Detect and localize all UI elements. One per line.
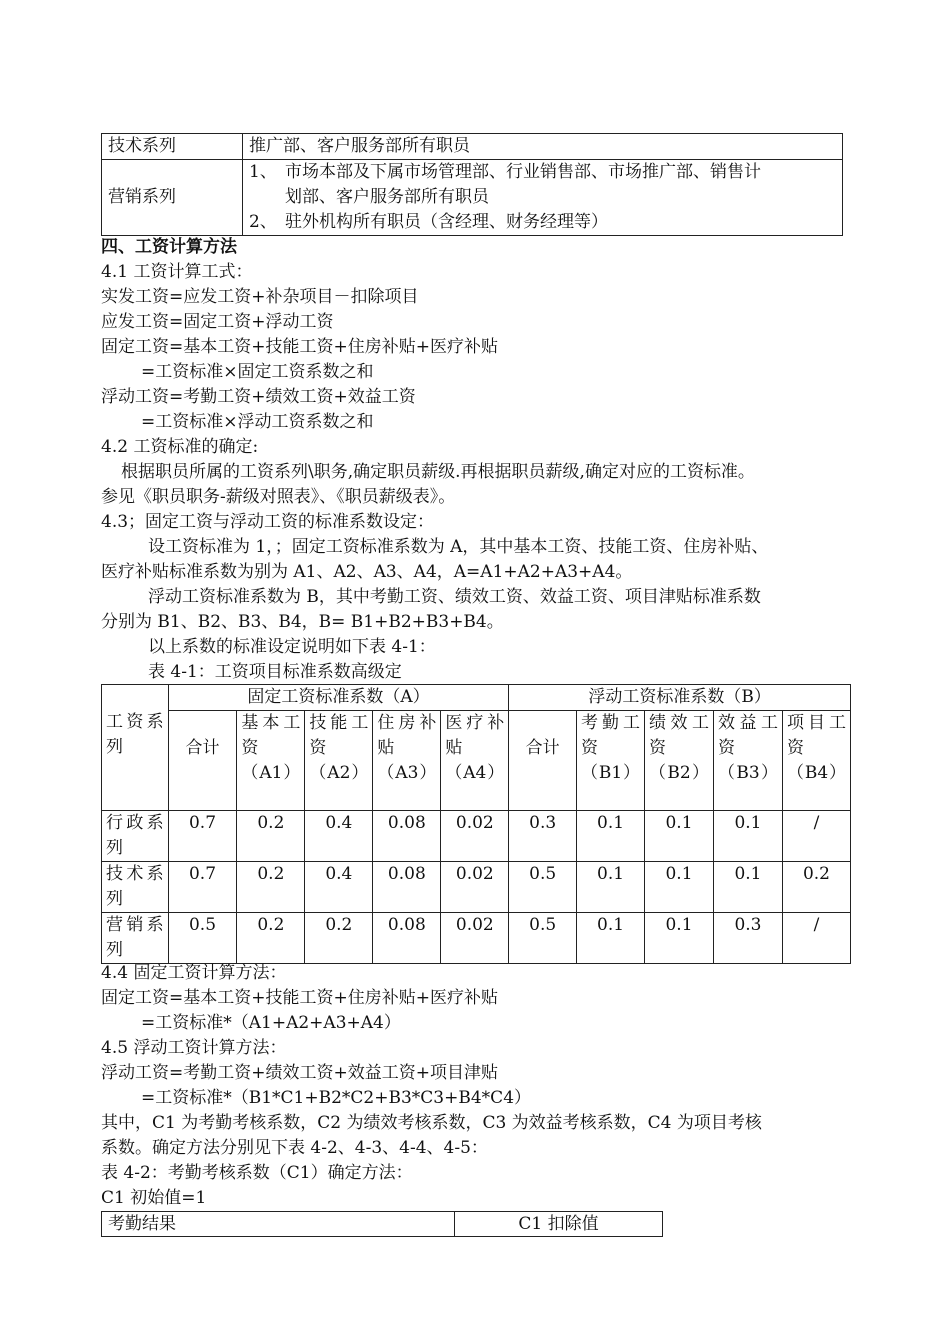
table-cell: 0.3 — [509, 811, 577, 862]
table-cell: 0.1 — [714, 862, 783, 913]
table-row — [102, 134, 843, 160]
column-header: 考勤结果 — [102, 1212, 455, 1237]
section-heading: 四、工资计算方法 — [101, 237, 237, 257]
table-cell: 0.02 — [441, 862, 509, 913]
paragraph: 医疗补贴标准系数为别为 A1、A2、A3、A4，A=A1+A2+A3+A4。 — [101, 562, 633, 582]
column-header: 基本工资（A1） — [237, 711, 305, 811]
formula-line: =工资标准×固定工资系数之和 — [141, 362, 374, 382]
table-cell: 0.08 — [373, 862, 441, 913]
table-row — [102, 811, 851, 862]
paragraph: 以上系数的标准设定说明如下表 4-1： — [148, 637, 436, 657]
series-label: 营销系列 — [102, 160, 243, 236]
list-text: 划部、客户服务部所有职员 — [285, 187, 489, 207]
column-header: C1 扣除值 — [455, 1212, 663, 1237]
table-cell: 0.2 — [237, 811, 305, 862]
formula-line: 固定工资=基本工资+技能工资+住房补贴+医疗补贴 — [101, 337, 498, 357]
table-row — [102, 862, 851, 913]
column-header: 医疗补贴（A4） — [441, 711, 509, 811]
subsection-title: 4.2 工资标准的确定: — [101, 437, 259, 457]
table-cell: 0.4 — [305, 862, 373, 913]
column-header: 合计 — [168, 711, 237, 811]
attendance-table — [101, 1211, 663, 1237]
table-header-row — [102, 1212, 663, 1237]
table-cell: 0.4 — [305, 811, 373, 862]
column-header: 考勤工资（B1） — [577, 711, 645, 811]
subsection-title: 4.1 工资计算工式： — [101, 262, 253, 282]
formula-line: 浮动工资=考勤工资+绩效工资+效益工资 — [101, 387, 416, 407]
formula-line: 应发工资=固定工资+浮动工资 — [101, 312, 334, 332]
column-header: 效益工资（B3） — [714, 711, 783, 811]
table-cell: 0.5 — [168, 913, 237, 964]
table-cell: 0.5 — [509, 913, 577, 964]
formula-line: =工资标准*（B1*C1+B2*C2+B3*C3+B4*C4） — [141, 1088, 532, 1108]
paragraph: 根据职员所属的工资系列\职务,确定职员薪级.再根据职员薪级,确定对应的工资标准。 — [121, 462, 755, 482]
column-header: 项目工资（B4） — [782, 711, 850, 811]
series-scope-table — [101, 133, 843, 236]
table-cell: 0.02 — [441, 913, 509, 964]
table-cell: 0.3 — [714, 913, 783, 964]
float-group-header: 浮动工资标准系数（B） — [509, 685, 851, 711]
paragraph: 设工资标准为 1，；固定工资标准系数为 A，其中基本工资、技能工资、住房补贴、 — [148, 537, 769, 557]
row-series-name: 营销系列 — [102, 913, 169, 964]
list-text: 驻外机构所有职员（含经理、财务经理等） — [285, 212, 608, 232]
table-cell: 0.2 — [305, 913, 373, 964]
table-caption: 表 4-1：工资项目标准系数高级定 — [148, 662, 402, 682]
formula-line: =工资标准×浮动工资系数之和 — [141, 412, 374, 432]
fixed-group-header: 固定工资标准系数（A） — [168, 685, 509, 711]
table-cell: 0.08 — [373, 913, 441, 964]
table-header-row — [102, 685, 851, 711]
formula-line: 浮动工资=考勤工资+绩效工资+效益工资+项目津贴 — [101, 1063, 498, 1083]
column-header: 技能工资（A2） — [305, 711, 373, 811]
row-series-name: 技术系列 — [102, 862, 169, 913]
row-series-name: 行政系列 — [102, 811, 169, 862]
table-cell: 0.1 — [577, 862, 645, 913]
table-cell: 0.1 — [577, 913, 645, 964]
coefficient-table — [101, 684, 851, 964]
table-cell: 0.1 — [645, 811, 714, 862]
column-header: 住房补贴（A3） — [373, 711, 441, 811]
list-number: 1、 — [249, 162, 277, 182]
paragraph: 浮动工资标准系数为 B，其中考勤工资、绩效工资、效益工资、项目津贴标准系数 — [148, 587, 761, 607]
paragraph: 参见《职员职务-薪级对照表》、《职员薪级表》。 — [101, 487, 456, 507]
table-cell: 0.7 — [168, 862, 237, 913]
table-cell: 0.2 — [237, 913, 305, 964]
subsection-title: 4.4 固定工资计算方法： — [101, 963, 287, 983]
table-cell: 0.5 — [509, 862, 577, 913]
table-cell: 0.2 — [782, 862, 850, 913]
paragraph: C1 初始值=1 — [101, 1188, 207, 1208]
table-cell: 0.1 — [577, 811, 645, 862]
subsection-title: 4.3；固定工资与浮动工资的标准系数设定： — [101, 512, 435, 532]
table-caption: 表 4-2：考勤考核系数（C1）确定方法： — [101, 1163, 413, 1183]
table-cell: 0.2 — [237, 862, 305, 913]
column-header: 绩效工资（B2） — [645, 711, 714, 811]
subsection-title: 4.5 浮动工资计算方法： — [101, 1038, 287, 1058]
column-header: 合计 — [509, 711, 577, 811]
table-row — [102, 160, 843, 236]
table-row — [102, 913, 851, 964]
table-cell: / — [782, 913, 850, 964]
table-cell: / — [782, 811, 850, 862]
formula-line: =工资标准*（A1+A2+A3+A4） — [141, 1013, 401, 1033]
formula-line: 固定工资=基本工资+技能工资+住房补贴+医疗补贴 — [101, 988, 498, 1008]
list-number: 2、 — [249, 212, 277, 232]
table-cell: 0.1 — [645, 862, 714, 913]
formula-line: 实发工资=应发工资+补杂项目－扣除项目 — [101, 287, 419, 307]
series-scope: 推广部、客户服务部所有职员 — [243, 134, 843, 160]
series-header: 工资系列 — [102, 685, 169, 811]
table-cell: 0.02 — [441, 811, 509, 862]
paragraph: 其中，C1 为考勤考核系数，C2 为绩效考核系数，C3 为效益考核系数，C4 为项目考核 — [101, 1113, 762, 1133]
table-cell: 0.1 — [645, 913, 714, 964]
table-header-row — [102, 711, 851, 811]
series-scope — [243, 160, 843, 236]
table-cell: 0.08 — [373, 811, 441, 862]
series-label: 技术系列 — [102, 134, 243, 160]
table-cell: 0.7 — [168, 811, 237, 862]
list-text: 市场本部及下属市场管理部、行业销售部、市场推广部、销售计 — [285, 162, 761, 182]
table-cell: 0.1 — [714, 811, 783, 862]
paragraph: 分别为 B1、B2、B3、B4，B= B1+B2+B3+B4。 — [101, 612, 504, 632]
paragraph: 系数。确定方法分别见下表 4-2、4-3、4-4、4-5： — [101, 1138, 488, 1158]
